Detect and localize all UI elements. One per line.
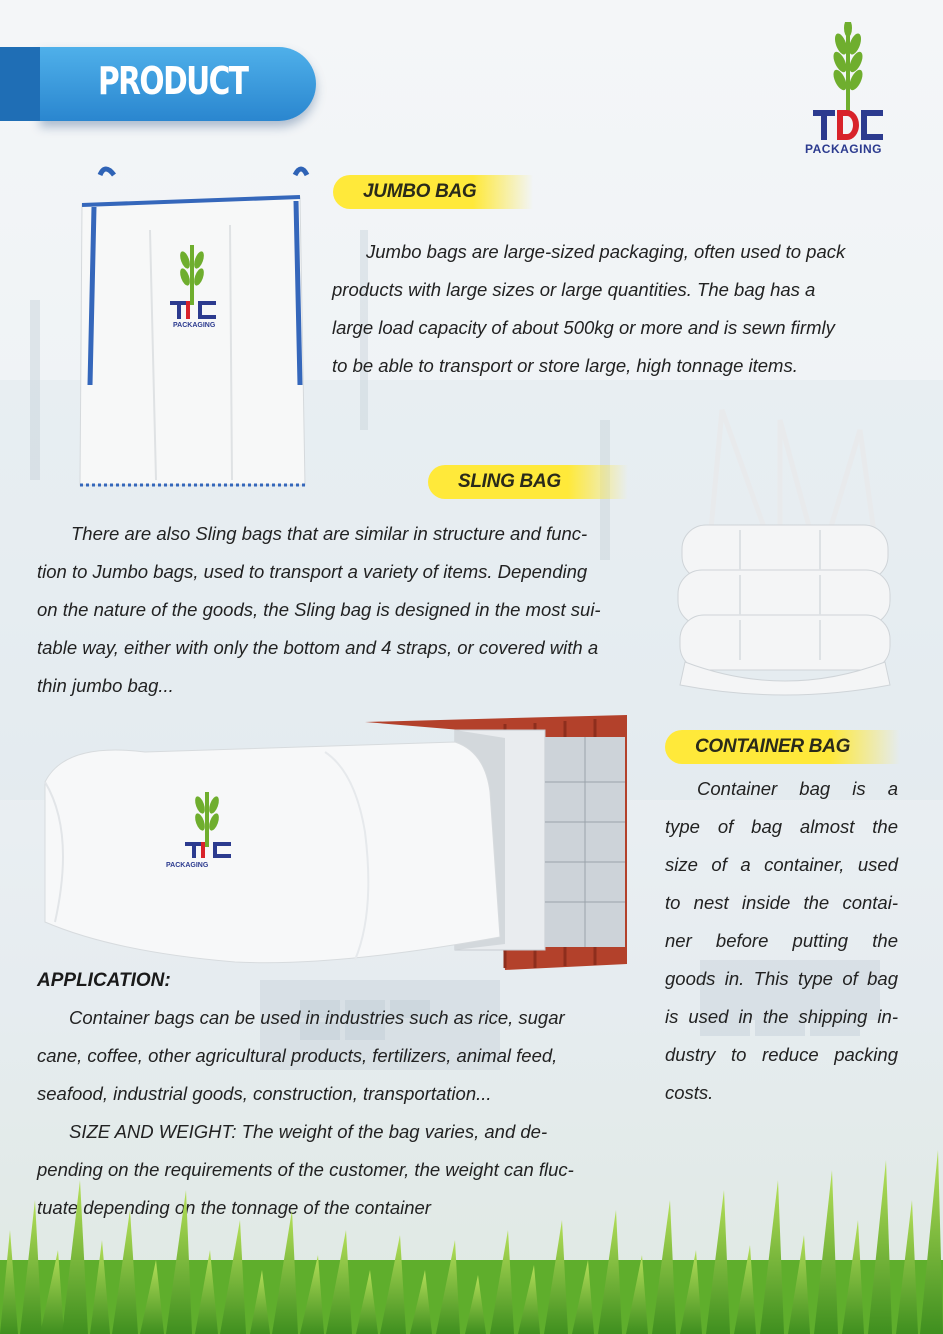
text-line: tion to Jumbo bags, used to transport a variety of items. Depending bbox=[37, 561, 588, 582]
text-line: seafood, industrial goods, construction, transportation... bbox=[37, 1083, 492, 1104]
text-line: goods in. This type of bag bbox=[665, 968, 898, 989]
sling-bag-label-pill bbox=[428, 465, 628, 499]
text-line: Container bags can be used in industries such as rice, sugar bbox=[69, 1007, 565, 1028]
text-line: costs. bbox=[665, 1082, 714, 1103]
container-bag-label: CONTAINER BAG bbox=[695, 736, 851, 757]
jumbo-bag-label-pill bbox=[333, 175, 533, 209]
svg-text:PACKAGING: PACKAGING bbox=[166, 862, 209, 869]
text-line: tuate depending on the tonnage of the container bbox=[37, 1197, 431, 1218]
container-bag-label-pill bbox=[665, 730, 900, 764]
tdc-logo bbox=[803, 22, 893, 162]
page-title: PRODUCT bbox=[98, 59, 248, 103]
header-tab bbox=[40, 47, 316, 121]
text-line: to be able to transport or store large, high tonnage items. bbox=[332, 355, 798, 376]
text-line: There are also Sling bags that are similar in structure and func- bbox=[71, 523, 588, 544]
text-line: SIZE AND WEIGHT: The weight of the bag varies, and de- bbox=[69, 1121, 548, 1142]
container-bag-image bbox=[35, 712, 635, 974]
grass-footer bbox=[0, 1140, 943, 1334]
text-line: thin jumbo bag... bbox=[37, 675, 174, 696]
text-line: pending on the requirements of the customer, the weight can fluc- bbox=[37, 1159, 574, 1180]
sling-bag-label: SLING BAG bbox=[458, 471, 561, 492]
text-line: table way, either with only the bottom and 4 straps, or covered with a bbox=[37, 637, 599, 658]
text-line: large load capacity of about 500kg or more and is sewn firmly bbox=[332, 317, 835, 338]
text-line: cane, coffee, other agricultural products, fertilizers, animal feed, bbox=[37, 1045, 558, 1066]
sling-bag-image bbox=[670, 400, 900, 710]
text-line: size of a container, used bbox=[665, 854, 898, 875]
sling-bag-text bbox=[37, 515, 651, 705]
container-bag-text bbox=[665, 770, 898, 1112]
jumbo-bag-text bbox=[332, 233, 896, 385]
jumbo-bag-label: JUMBO BAG bbox=[363, 181, 477, 202]
jumbo-bag-image bbox=[70, 155, 320, 495]
text-line: on the nature of the goods, the Sling bag is designed in the most sui- bbox=[37, 599, 601, 620]
text-line: type of bag almost the bbox=[665, 816, 898, 837]
svg-text:PACKAGING: PACKAGING bbox=[173, 322, 216, 329]
text-line: Container bag is a bbox=[697, 778, 898, 799]
text-line: to nest inside the contai- bbox=[665, 892, 898, 913]
application-heading: APPLICATION: bbox=[37, 970, 171, 991]
text-line: Jumbo bags are large-sized packaging, often used to pack bbox=[366, 241, 846, 262]
logo-brand-text: PACKAGING bbox=[805, 142, 882, 156]
text-line: is used in the shipping in- bbox=[665, 1006, 898, 1027]
text-line: dustry to reduce packing bbox=[665, 1044, 898, 1065]
text-line: products with large sizes or large quantities. The bag has a bbox=[332, 279, 816, 300]
text-line: ner before putting the bbox=[665, 930, 898, 951]
